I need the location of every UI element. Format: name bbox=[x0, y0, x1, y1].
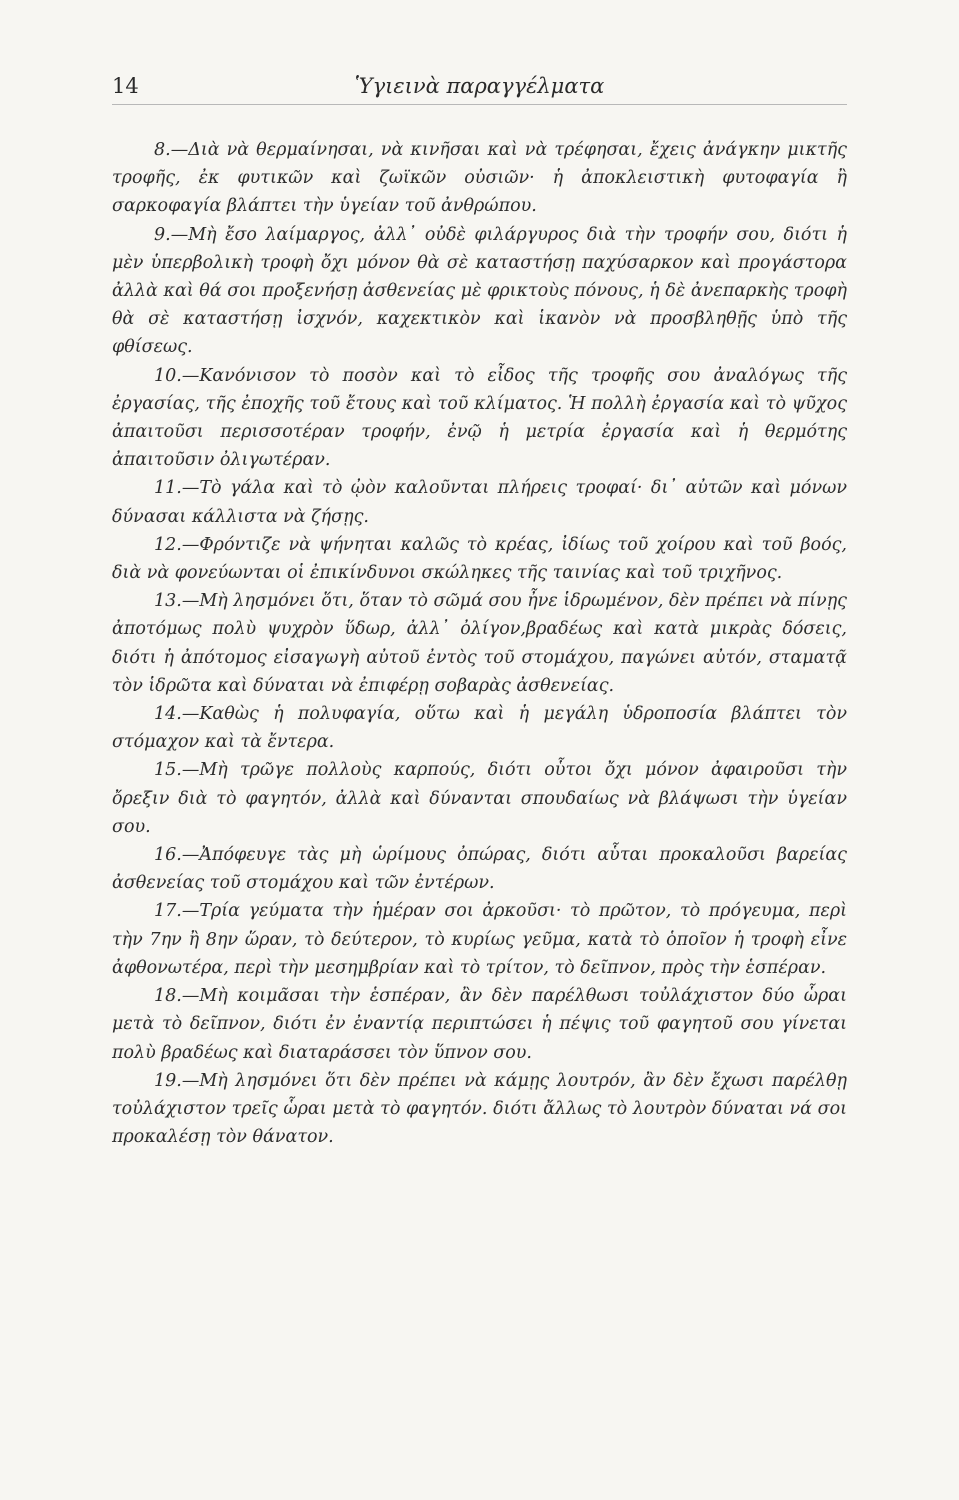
paragraph-9: 9.—Μὴ ἔσο λαίμαργος, ἀλλ᾽ οὐδὲ φιλάργυρος διὰ τὴν τροφήν σου, διότι ἡ μὲν ὑπερβολικὴ τροφὴ ὄχι μόνον θὰ σὲ καταστήσῃ παχύσαρκον καὶ προγάστορα ἀλλὰ καὶ θά σοι προξενήσῃ ἀσθενείας μὲ φρικτοὺς πόνους, ἡ δὲ ἀνεπαρκὴς τροφὴ θὰ σὲ καταστήσῃ ἰσχνόν, καχεκτικὸν καὶ ἱκανὸν νὰ προσβληθῇς ὑπὸ τῆς φθίσεως. bbox=[112, 224, 847, 358]
paragraph-8: 8.—Διὰ νὰ θερμαίνησαι, νὰ κινῆσαι καὶ νὰ τρέφησαι, ἔχεις ἀνάγκην μικτῆς τροφῆς, ἐκ φυτικῶν καὶ ζωϊκῶν οὐσιῶν· ἡ ἀποκλειστικὴ φυτοφαγία ἢ σαρκοφαγία βλάπτει τὴν ὑγείαν τοῦ ἀνθρώπου. bbox=[112, 140, 847, 217]
paragraph-12: 12.—Φρόντιζε νὰ ψήνηται καλῶς τὸ κρέας, ἰδίως τοῦ χοίρου καὶ τοῦ βοός, διὰ νὰ φονεύωνται οἱ ἐπικίνδυνοι σκώληκες τῆς ταινίας καὶ τοῦ τριχῆνος. bbox=[112, 534, 847, 584]
paragraph-10: 10.—Κανόνισον τὸ ποσὸν καὶ τὸ εἶδος τῆς τροφῆς σου ἀναλόγως τῆς ἐργασίας, τῆς ἐποχῆς τοῦ ἔτους καὶ τοῦ κλίματος. Ἡ πολλὴ ἐργασία καὶ τὸ ψῦχος ἀπαιτοῦσι περισσοτέραν τροφήν, ἐνῷ ἡ μετρία ἐργασία καὶ ἡ θερμότης ἀπαιτοῦσιν ὀλιγωτέραν. bbox=[112, 365, 847, 471]
running-title: Ὑγιεινὰ παραγγέλματα bbox=[354, 74, 605, 98]
body-text bbox=[112, 136, 847, 1151]
paragraph-14: 14.—Καθὼς ἡ πολυφαγία, οὕτω καὶ ἡ μεγάλη ὑδροποσία βλάπτει τὸν στόμαχον καὶ τὰ ἔντερα. bbox=[112, 704, 847, 753]
paragraph-13: 13.—Μὴ λησμόνει ὅτι, ὅταν τὸ σῶμά σου ἦνε ἱδρωμένον, δὲν πρέπει νὰ πίνῃς ἀποτόμως πολὺ ψυχρὸν ὕδωρ, ἀλλ᾽ ὀλίγον,βραδέως καὶ κατὰ μικρὰς δόσεις, διότι ἡ ἀπότομος εἰσαγωγὴ αὐτοῦ ἐντὸς τοῦ στομάχου, παγώνει αὐτόν, σταματᾷ τὸν ἱδρῶτα καὶ δύναται νὰ ἐπιφέρῃ σοβαρὰς ἀσθενείας. bbox=[112, 591, 847, 696]
paragraph-19: 19.—Μὴ λησμόνει ὅτι δὲν πρέπει νὰ κάμῃς λουτρόν, ἂν δὲν ἔχωσι παρέλθῃ τοὐλάχιστον τρεῖς ὧραι μετὰ τὸ φαγητόν. διότι ἄλλως τὸ λουτρὸν δύναται νά σοι προκαλέσῃ τὸν θάνατον. bbox=[112, 1070, 847, 1148]
paragraph-18: 18.—Μὴ κοιμᾶσαι τὴν ἑσπέραν, ἂν δὲν παρέλθωσι τοὐλάχιστον δύο ὧραι μετὰ τὸ δεῖπνον, διότι ἐν ἐναντίᾳ περιπτώσει ἡ πέψις τοῦ φαγητοῦ σου γίνεται πολὺ βραδέως καὶ διαταράσσει τὸν ὕπνον σου. bbox=[112, 986, 847, 1063]
paragraph-15: 15.—Μὴ τρῶγε πολλοὺς καρπούς, διότι οὗτοι ὄχι μόνον ἀφαιροῦσι τὴν ὄρεξιν διὰ τὸ φαγητόν, ἀλλὰ καὶ δύνανται σπουδαίως νὰ βλάψωσι τὴν ὑγείαν σου. bbox=[112, 760, 847, 837]
paragraph-11: 11.—Τὸ γάλα καὶ τὸ ᾠὸν καλοῦνται πλήρεις τροφαί· δι᾽ αὐτῶν καὶ μόνων δύνασαι κάλλιστα νὰ ζήσῃς. bbox=[112, 478, 847, 527]
page-number: 14 bbox=[112, 74, 139, 98]
header-rule bbox=[112, 104, 847, 105]
paragraph-16: 16.—Ἀπόφευγε τὰς μὴ ὡρίμους ὀπώρας, διότι αὗται προκαλοῦσι βαρείας ἀσθενείας τοῦ στομάχου καὶ τῶν ἐντέρων. bbox=[112, 845, 847, 894]
page-header bbox=[112, 74, 847, 100]
paragraph-17: 17.—Τρία γεύματα τὴν ἡμέραν σοι ἀρκοῦσι· τὸ πρῶτον, τὸ πρόγευμα, περὶ τὴν 7ην ἢ 8ην ὥραν, τὸ δεύτερον, τὸ κυρίως γεῦμα, κατὰ τὸ ὁποῖον ἡ τροφὴ εἶνε ἀφθονωτέρα, περὶ τὴν μεσημβρίαν καὶ τὸ τρίτον, τὸ δεῖπνον, πρὸς τὴν ἑσπέραν. bbox=[112, 901, 847, 978]
